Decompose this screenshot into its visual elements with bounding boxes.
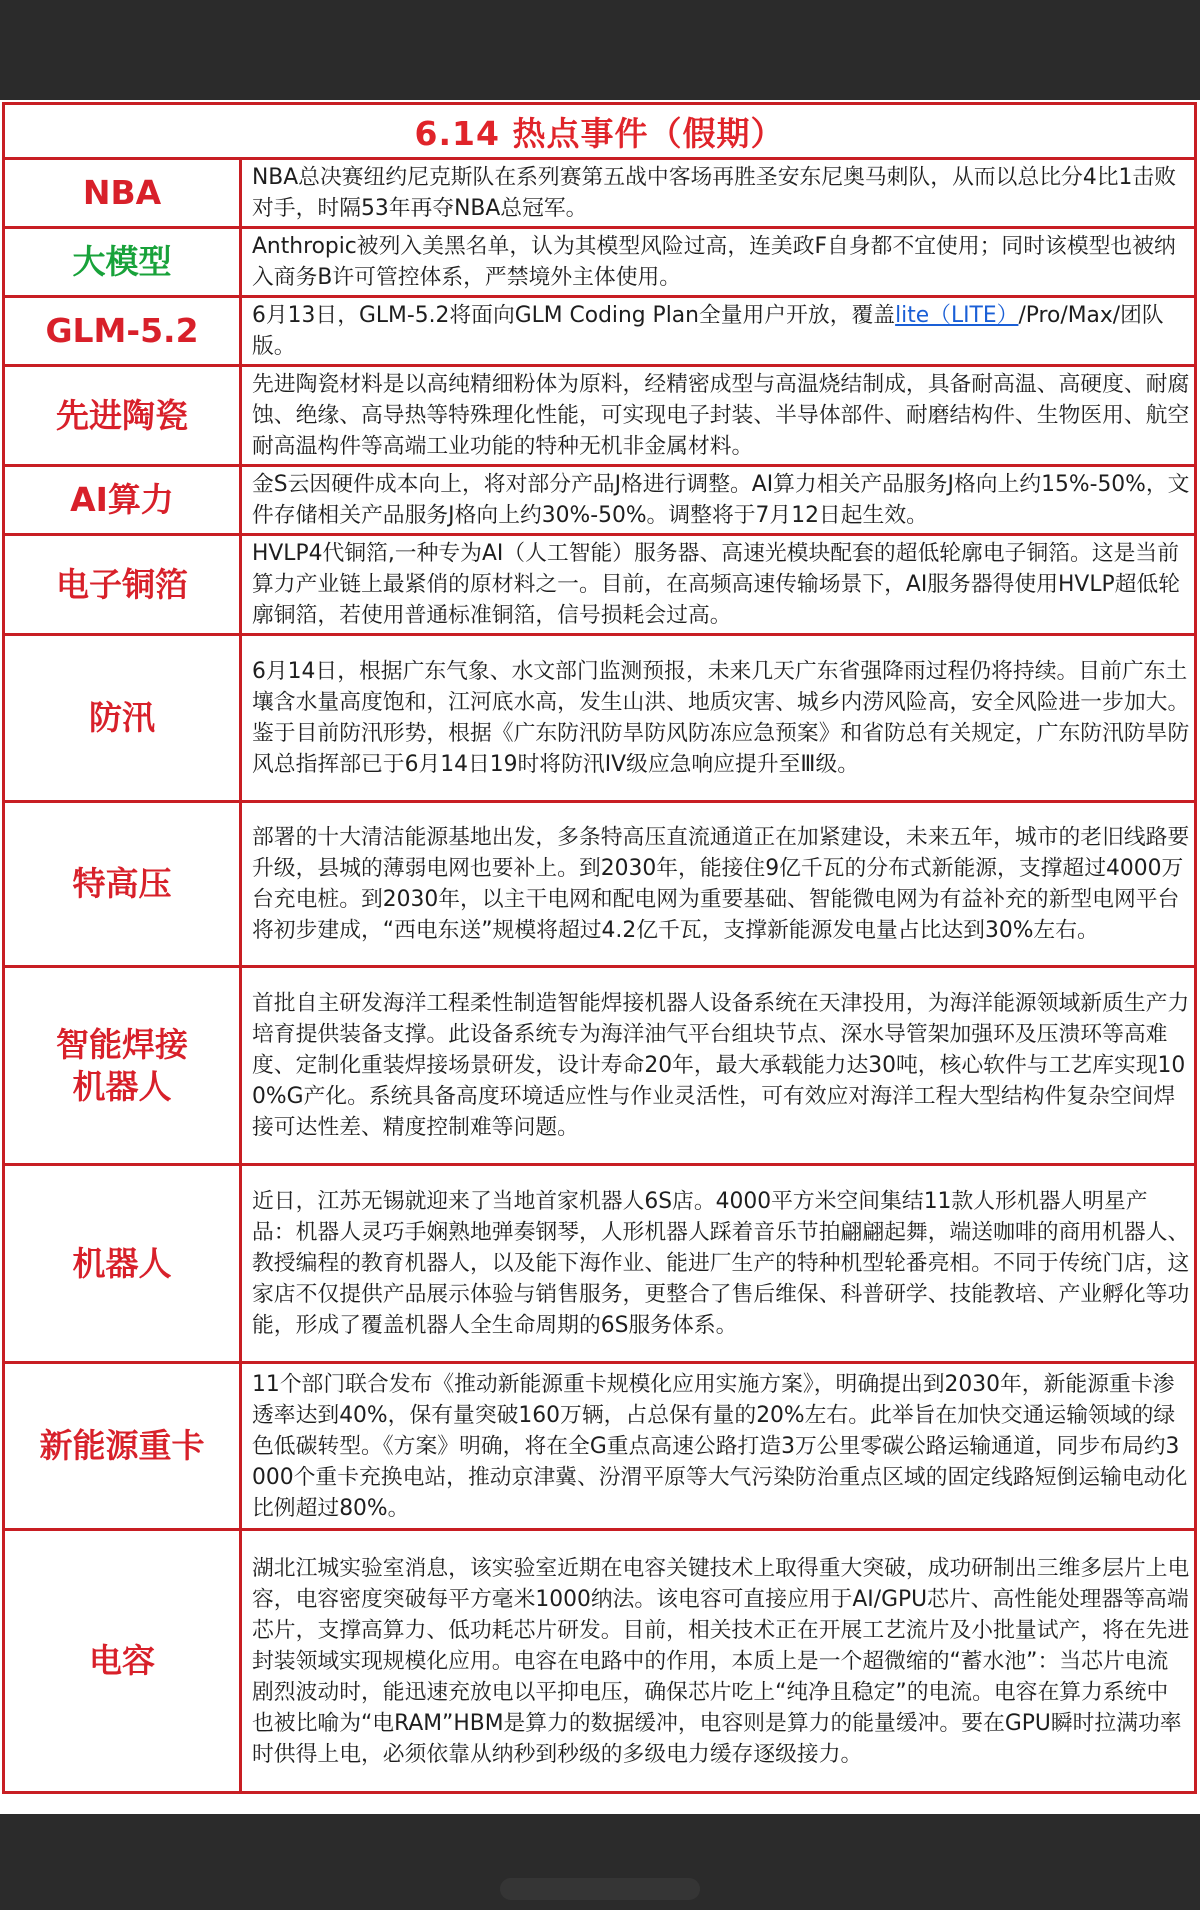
hot-events-sheet bbox=[0, 100, 1200, 1814]
table-row bbox=[4, 366, 1196, 466]
row-text-capacitor: 湖北江城实验室消息，该实验室近期在电容关键技术上取得重大突破，成功研制出三维多层片上电容，电容密度突破每平方毫米1000纳法。该电容可直接应用于AI/GPU芯片、高性能处理器等高端芯片，支撑高算力、低功耗芯片研发。目前，相关技术正在开展工艺流片及小批量试产，将在先进封装领域实现规模化应用。电容在电路中的作用，本质上是一个超微缩的“蓄水池”：当芯片电流剧烈波动时，能迅速充放电以平抑电压，确保芯片吃上“纯净且稳定”的电流。电容在算力系统中也被比喻为“电RAM”HBM是算力的数据缓冲，电容则是算力的能量缓冲。要在GPU瞬时拉满功率时供得上电，必须依靠从纳秒到秒级的多级电力缓存逐级接力。 bbox=[241, 1530, 1196, 1793]
table-row bbox=[4, 466, 1196, 535]
row-text-robot: 近日，江苏无锡就迎来了当地首家机器人6S店。4000平方米空间集结11款人形机器人明星产品：机器人灵巧手娴熟地弹奏钢琴，人形机器人踩着音乐节拍翩翩起舞，端送咖啡的商用机器人、教授编程的教育机器人，以及能下海作业、能进厂生产的特种机型轮番亮相。不同于传统门店，这家店不仅提供产品展示体验与销售服务，更整合了售后维保、科普研学、技能教培、产业孵化等功能，形成了覆盖机器人全生命周期的6S服务体系。 bbox=[241, 1165, 1196, 1363]
row-label-copper-foil: 电子铜箔 bbox=[4, 535, 241, 635]
row-label-welding-robot bbox=[4, 967, 241, 1165]
row-text-large-model: Anthropic被列入美黑名单，认为其模型风险过高，连美政F自身都不宜使用；同时该模型也被纳入商务B许可管控体系，严禁境外主体使用。 bbox=[241, 228, 1196, 297]
page-title: 6.14 热点事件（假期） bbox=[4, 104, 1196, 159]
row-text-ev-truck: 11个部门联合发布《推动新能源重卡规模化应用实施方案》，明确提出到2030年，新能源重卡渗透率达到40%，保有量突破160万辆，占总保有量的20%左右。此举旨在加快交通运输领域的绿色低碳转型。《方案》明确，将在全G重点高速公路打造3万公里零碳公路运输通道，同步布局约3000个重卡充换电站，推动京津冀、汾渭平原等大气污染防治重点区域的固定线路短倒运输电动化比例超过80%。 bbox=[241, 1363, 1196, 1530]
row-text-glm bbox=[241, 297, 1196, 366]
table-row bbox=[4, 1530, 1196, 1793]
label-line-1: 智能焊接 bbox=[56, 1024, 188, 1064]
row-label-glm: GLM-5.2 bbox=[4, 297, 241, 366]
row-label-flood: 防汛 bbox=[4, 635, 241, 802]
row-text-ceramics: 先进陶瓷材料是以高纯精细粉体为原料，经精密成型与高温烧结制成，具备耐高温、高硬度、耐腐蚀、绝缘、高导热等特殊理化性能，可实现电子封装、半导体部件、耐磨结构件、生物医用、航空耐高温构件等高端工业功能的特种无机非金属材料。 bbox=[241, 366, 1196, 466]
table-row bbox=[4, 228, 1196, 297]
table-row bbox=[4, 1363, 1196, 1530]
title-row bbox=[4, 104, 1196, 159]
table-row bbox=[4, 297, 1196, 366]
row-label-ev-truck: 新能源重卡 bbox=[4, 1363, 241, 1530]
row-label-large-model: 大模型 bbox=[4, 228, 241, 297]
table-row bbox=[4, 159, 1196, 228]
row-text-uhv: 部署的十大清洁能源基地出发，多条特高压直流通道正在加紧建设，未来五年，城市的老旧线路要升级，县城的薄弱电网也要补上。到2030年，能接住9亿千瓦的分布式新能源，支撑超过4000万台充电桩。到2030年，以主干电网和配电网为重要基础、智能微电网为有益补充的新型电网平台将初步建成，“西电东送”规模将超过4.2亿千瓦，支撑新能源发电量占比达到30%左右。 bbox=[241, 802, 1196, 967]
row-text-copper-foil: HVLP4代铜箔,一种专为AI（人工智能）服务器、高速光模块配套的超低轮廓电子铜箔。这是当前算力产业链上最紧俏的原材料之一。目前，在高频高速传输场景下，AI服务器得使用HVLP超低轮廓铜箔，若使用普通标准铜箔，信号损耗会过高。 bbox=[241, 535, 1196, 635]
row-text-nba: NBA总决赛纽约尼克斯队在系列赛第五战中客场再胜圣安东尼奥马刺队，从而以总比分4比1击败对手，时隔53年再夺NBA总冠军。 bbox=[241, 159, 1196, 228]
top-dark-band bbox=[0, 0, 1200, 100]
row-text-welding-robot: 首批自主研发海洋工程柔性制造智能焊接机器人设备系统在天津投用，为海洋能源领域新质生产力培育提供装备支撑。此设备系统专为海洋油气平台组块节点、深水导管架加强环及压溃环等高难度、定制化重装焊接场景研发，设计寿命20年，最大承载能力达30吨，核心软件与工艺库实现100%G产化。系统具备高度环境适应性与作业灵活性，可有效应对海洋工程大型结构件复杂空间焊接可达性差、精度控制难等问题。 bbox=[241, 967, 1196, 1165]
row-label-capacitor: 电容 bbox=[4, 1530, 241, 1793]
label-line-2: 机器人 bbox=[72, 1066, 172, 1106]
row-label-robot: 机器人 bbox=[4, 1165, 241, 1363]
table-row bbox=[4, 535, 1196, 635]
hot-events-table bbox=[2, 102, 1197, 1794]
table-row bbox=[4, 1165, 1196, 1363]
row-label-nba: NBA bbox=[4, 159, 241, 228]
table-row bbox=[4, 802, 1196, 967]
row-text-ai-compute: 金S云因硬件成本向上，将对部分产品J格进行调整。AI算力相关产品服务J格向上约15%-50%，文件存储相关产品服务J格向上约30%-50%。调整将于7月12日起生效。 bbox=[241, 466, 1196, 535]
glm-lite-link[interactable]: lite（LITE） bbox=[895, 303, 1019, 328]
table-row bbox=[4, 635, 1196, 802]
row-text-flood: 6月14日，根据广东气象、水文部门监测预报，未来几天广东省强降雨过程仍将持续。目前广东土壤含水量高度饱和，江河底水高，发生山洪、地质灾害、城乡内涝风险高，安全风险进一步加大。鉴于目前防汛形势，根据《广东防汛防旱防风防冻应急预案》和省防总有关规定，广东防汛防旱防风总指挥部已于6月14日19时将防汛IV级应急响应提升至Ⅲ级。 bbox=[241, 635, 1196, 802]
row-label-ceramics: 先进陶瓷 bbox=[4, 366, 241, 466]
table-row bbox=[4, 967, 1196, 1165]
row-label-uhv: 特高压 bbox=[4, 802, 241, 967]
row-label-ai-compute: AI算力 bbox=[4, 466, 241, 535]
glm-text-after: /Pro/Max/团队版。 bbox=[252, 303, 1164, 359]
glm-text-before: 6月13日，GLM-5.2将面向GLM Coding Plan全量用户开放，覆盖 bbox=[252, 303, 896, 328]
watermark bbox=[500, 1878, 700, 1900]
